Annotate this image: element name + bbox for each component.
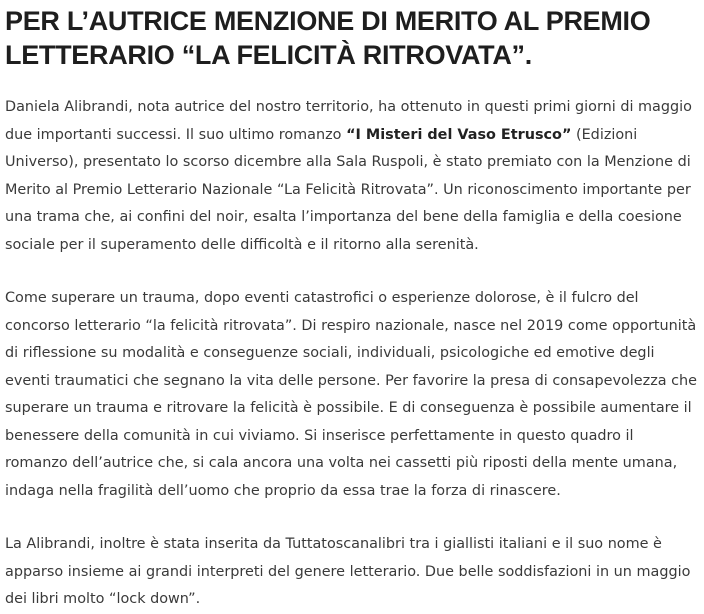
article-title: PER L’AUTRICE MENZIONE DI MERITO AL PREMIO LETTERARIO “LA FELICITÀ RITROVATA”.: [5, 6, 651, 70]
article-paragraph-3: La Alibrandi, inoltre è stata inserita da Tuttatoscanalibri tra i giallisti italiani e il suo nome è apparso insieme ai grandi interpreti del genere letterario. Due belle soddisfazioni in un maggio dei libri molto “lock down”.: [5, 536, 691, 607]
article: [5, 0, 699, 614]
paragraph-1-text-start: Daniela Alibrandi, nota autrice del nostro territorio, ha ottenuto in questi primi giorni di maggio due importanti successi. Il suo ultimo romanzo: [5, 99, 692, 143]
book-title: “I Misteri del Vaso Etrusco”: [346, 126, 572, 143]
article-paragraph-2: Come superare un trauma, dopo eventi catastrofici o esperienze dolorose, è il fulcro del concorso letterario “la felicità ritrovata”. Di respiro nazionale, nasce nel 2019 come opportunità di riflessione su modalità e conseguenze sociali, individuali, psicologiche ed emotive degli eventi traumatici che segnano la vita delle persone. Per favorire la presa di consapevolezza che superare un trauma e ritrovare la felicità è possibile. E di conseguenza è possibile aumentare il benessere della comunità in cui viviamo. Si inserisce perfettamente in questo quadro il romanzo dell’autrice che, si cala ancora una volta nei cassetti più riposti della mente umana, indaga nella fragilità dell’uomo che proprio da essa trae la forza di rinascere.: [5, 290, 698, 499]
article-paragraph-1: [5, 94, 699, 259]
paragraph-1-text-end: (Edizioni Universo), presentato lo scorso dicembre alla Sala Ruspoli, è stato premiato con la Menzione di Merito al Premio Letterario Nazionale “La Felicità Ritrovata”. Un riconoscimento importante per una trama che, ai confini del noir, esalta l’importanza del bene della famiglia e della coesione sociale per il superamento delle difficoltà e il ritorno alla serenità.: [5, 126, 691, 253]
